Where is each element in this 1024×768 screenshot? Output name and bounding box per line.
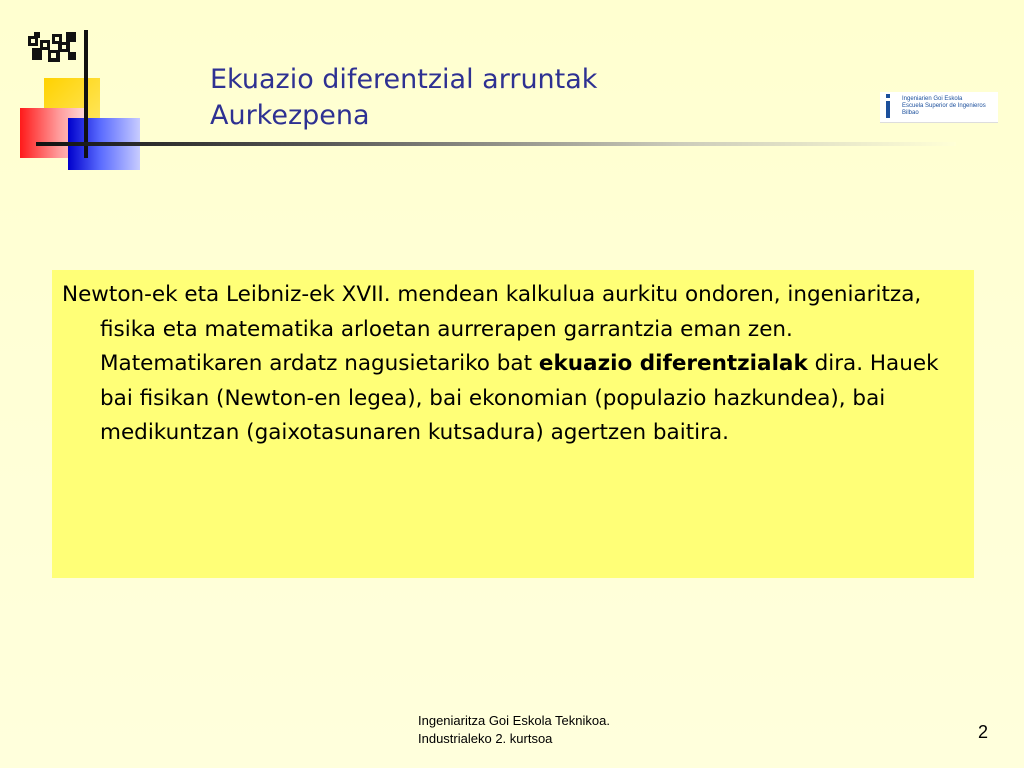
- body-text-start: Newton-ek eta Leibniz-ek XVII. mendean kalkulua aurkitu ondoren, ingeniaritza, fisika eta matematika arloetan aurrerapen garrantzia eman zen. Matematikaren ardatz nagusietariko bat: [62, 282, 922, 376]
- body-text-end: dira. Hauek bai fisikan (Newton-en legea), bai ekonomian (populazio hazkundea), bai medikuntzan (gaixotasunaren kutsadura) agertzen baitira.: [100, 351, 939, 445]
- logo-text-line: Escuela Superior de Ingenieros: [902, 103, 986, 109]
- university-logo-icon: [26, 30, 80, 68]
- title-underline: [36, 142, 956, 146]
- title-line-1: Ekuazio diferentzial arruntak: [210, 64, 598, 95]
- footer: [418, 712, 610, 748]
- body-paragraph: [62, 278, 962, 451]
- decor-vertical-line: [84, 30, 88, 158]
- slide-title: [210, 62, 597, 134]
- school-logo: [880, 92, 998, 123]
- logo-text-line: Bilbao: [902, 110, 919, 116]
- title-line-2: Aurkezpena: [210, 100, 370, 131]
- school-logo-text: [902, 96, 986, 117]
- logo-text-line: Ingeniarien Goi Eskola: [902, 96, 963, 102]
- body-text-bold: ekuazio diferentzialak: [538, 351, 808, 376]
- page-number: 2: [978, 722, 989, 742]
- content-box: [52, 270, 974, 578]
- info-i-icon: [884, 94, 892, 118]
- footer-line-1: Ingeniaritza Goi Eskola Teknikoa.: [418, 713, 610, 728]
- footer-line-2: Industrialeko 2. kurtsoa: [418, 731, 553, 746]
